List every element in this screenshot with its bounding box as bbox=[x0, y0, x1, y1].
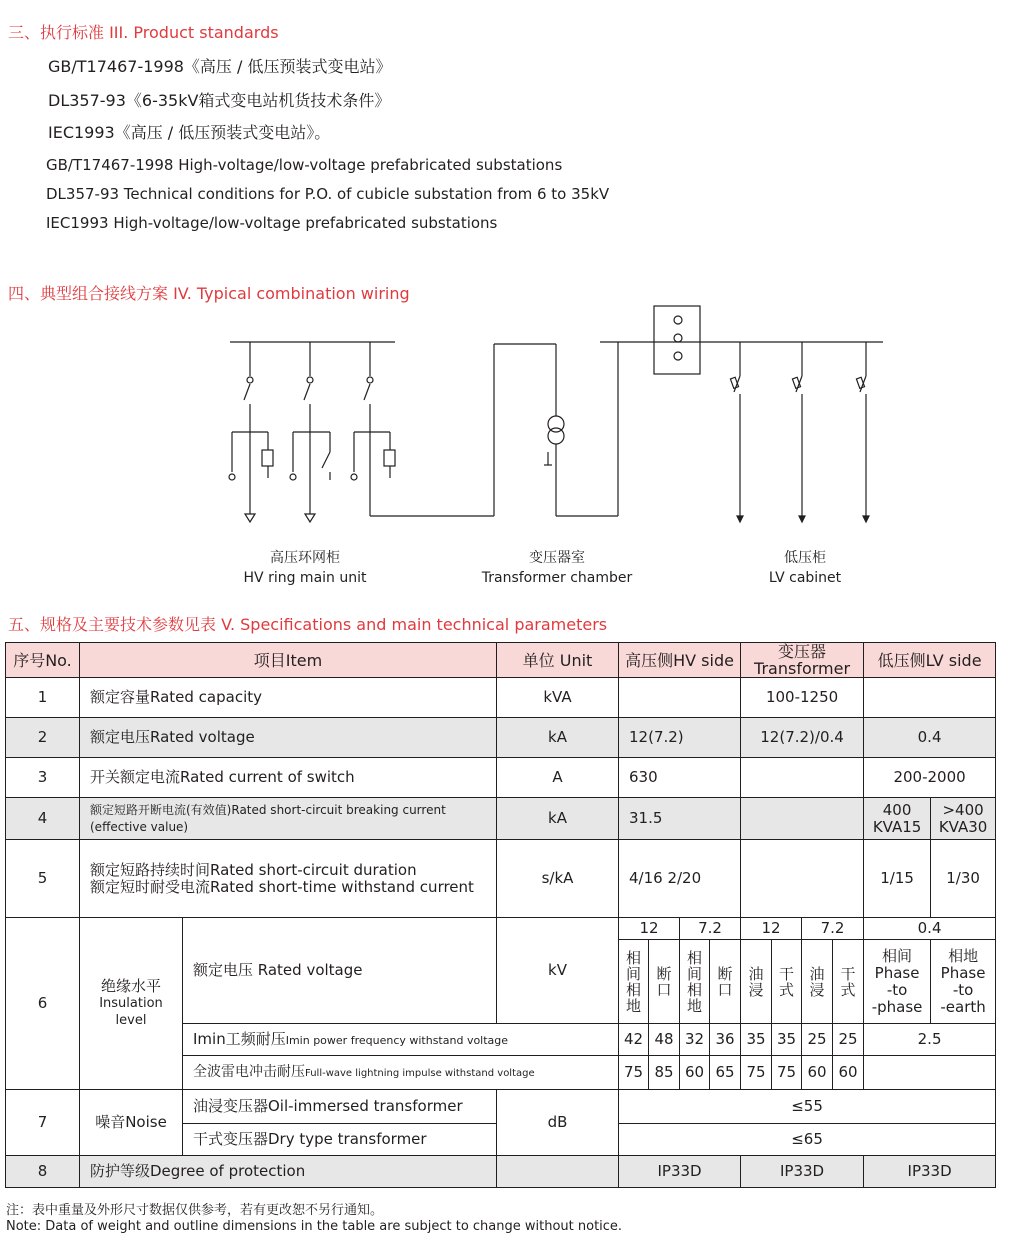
header-lv: 低压侧LV side bbox=[864, 643, 996, 678]
row6-pf-8: 25 bbox=[833, 1024, 864, 1056]
standard-cn-1: GB/T17467-1998《高压 / 低压预装式变电站》 bbox=[48, 57, 392, 76]
row2-transformer: 12(7.2)/0.4 bbox=[741, 718, 864, 758]
lv-head-3: -to bbox=[886, 980, 908, 999]
row8-item: 防护等级Degree of protection bbox=[80, 1156, 497, 1188]
row6-colhead-5 bbox=[741, 940, 772, 1024]
row5-unit: s/kA bbox=[497, 840, 619, 918]
row4-lv-a2: KVA15 bbox=[872, 817, 922, 836]
row4-item: 额定短路开断电流(有效值)Rated short-circuit breaking current (effective value) bbox=[80, 798, 497, 840]
row6-colhead-3 bbox=[680, 940, 710, 1024]
row6-colhead-7 bbox=[802, 940, 833, 1024]
row4-no: 4 bbox=[6, 798, 80, 840]
lv-head-8: -earth bbox=[940, 997, 986, 1016]
row6-lv-phase-phase bbox=[864, 940, 931, 1024]
table-row bbox=[6, 840, 996, 918]
row8-transformer: IP33D bbox=[741, 1156, 864, 1188]
transformer-chamber-label bbox=[472, 548, 642, 588]
row7-unit: dB bbox=[497, 1090, 619, 1156]
header-item: 项目Item bbox=[80, 643, 497, 678]
wiring-diagram bbox=[0, 300, 1012, 540]
note-en: Note: Data of weight and outline dimensions in the table are subject to change without notice. bbox=[6, 1219, 623, 1234]
row6-li-7: 60 bbox=[802, 1056, 833, 1090]
lv-head-2: Phase bbox=[874, 963, 920, 982]
row3-no: 3 bbox=[6, 758, 80, 798]
row7-oil-value: ≤55 bbox=[619, 1090, 996, 1124]
row6-colhead-8-text: 干式 bbox=[840, 964, 856, 999]
row6-lightning-cn: 全波雷电冲击耐压 bbox=[193, 1064, 305, 1080]
row4-unit: kA bbox=[497, 798, 619, 840]
row6-pf-1: 42 bbox=[619, 1024, 649, 1056]
row6-li-3: 60 bbox=[680, 1056, 710, 1090]
row6-pf-4: 36 bbox=[710, 1024, 741, 1056]
row2-item: 额定电压Rated voltage bbox=[80, 718, 497, 758]
row6-volt-hv-12: 12 bbox=[619, 918, 680, 940]
row2-unit: kA bbox=[497, 718, 619, 758]
row1-no: 1 bbox=[6, 678, 80, 718]
row5-lv-b: 1/30 bbox=[931, 840, 996, 918]
row5-no: 5 bbox=[6, 840, 80, 918]
row6-group-cn: 绝缘水平 bbox=[100, 977, 161, 995]
lv-head-6: Phase bbox=[940, 963, 986, 982]
row6-colhead-6-text: 干式 bbox=[779, 964, 795, 999]
row8-hv: IP33D bbox=[619, 1156, 741, 1188]
row6-pf-7: 25 bbox=[802, 1024, 833, 1056]
table-row bbox=[6, 678, 996, 718]
standard-en-2: DL357-93 Technical conditions for P.O. of cubicle substation from 6 to 35kV bbox=[46, 185, 610, 203]
row6-colhead-4-text: 断口 bbox=[717, 964, 733, 999]
row6-pf-3: 32 bbox=[680, 1024, 710, 1056]
standard-cn-2: DL357-93《6-35kV箱式变电站机货技术条件》 bbox=[48, 91, 391, 110]
row6-power-freq-cn: Imin工频耐压 bbox=[193, 1029, 286, 1048]
row6-colhead-6 bbox=[772, 940, 802, 1024]
row5-transformer bbox=[741, 840, 864, 918]
row5-item bbox=[80, 840, 497, 918]
row6-pf-lv: 2.5 bbox=[864, 1024, 996, 1056]
standard-en-1: GB/T17467-1998 High-voltage/low-voltage prefabricated substations bbox=[46, 156, 563, 174]
row3-item: 开关额定电流Rated current of switch bbox=[80, 758, 497, 798]
table-row bbox=[6, 758, 996, 798]
row6-colhead-4 bbox=[710, 940, 741, 1024]
row6-rated-voltage: 额定电压 Rated voltage bbox=[183, 918, 497, 1024]
row4-hv: 31.5 bbox=[619, 798, 741, 840]
section3-title: 三、执行标准 III. Product standards bbox=[8, 23, 279, 42]
row6-li-1: 75 bbox=[619, 1056, 649, 1090]
hv-label-en: HV ring main unit bbox=[243, 570, 367, 586]
row6-li-6: 75 bbox=[772, 1056, 802, 1090]
row2-lv: 0.4 bbox=[864, 718, 996, 758]
row4-lv-a bbox=[864, 798, 931, 840]
hv-ring-main-unit-label bbox=[225, 548, 385, 588]
row6-colhead-1 bbox=[619, 940, 649, 1024]
table-header-row bbox=[6, 643, 996, 678]
hv-feeder-3 bbox=[351, 342, 494, 516]
lv-head-4: -phase bbox=[871, 997, 923, 1016]
header-unit: 单位 Unit bbox=[497, 643, 619, 678]
tr-label-en: Transformer chamber bbox=[481, 570, 633, 586]
standard-cn-3: IEC1993《高压 / 低压预装式变电站》。 bbox=[48, 123, 331, 142]
row1-transformer: 100-1250 bbox=[741, 678, 864, 718]
row6-pf-2: 48 bbox=[649, 1024, 680, 1056]
row3-lv: 200-2000 bbox=[864, 758, 996, 798]
row6-lv-phase-earth bbox=[931, 940, 996, 1024]
row5-item-line1: 额定短路持续时间Rated short-circuit duration bbox=[90, 860, 417, 879]
spec-table bbox=[5, 642, 996, 1188]
header-transformer: 变压器Transformer bbox=[741, 643, 864, 678]
lv-cabinet-label bbox=[745, 548, 865, 588]
row6-li-8: 60 bbox=[833, 1056, 864, 1090]
row8-lv: IP33D bbox=[864, 1156, 996, 1188]
row6-group-en: Insulation level bbox=[99, 996, 163, 1028]
row1-unit: kVA bbox=[497, 678, 619, 718]
standard-en-3: IEC1993 High-voltage/low-voltage prefabricated substations bbox=[46, 214, 498, 232]
lv-head-5: 相地 bbox=[948, 946, 979, 965]
transformer-symbol bbox=[494, 342, 618, 516]
row6-colhead-7-text: 油浸 bbox=[809, 964, 825, 999]
table-row bbox=[6, 1090, 996, 1124]
row7-oil: 油浸变压器Oil-immersed transformer bbox=[183, 1090, 497, 1124]
tr-label-cn: 变压器室 bbox=[529, 550, 585, 566]
row6-colhead-8 bbox=[833, 940, 864, 1024]
row2-no: 2 bbox=[6, 718, 80, 758]
row6-volt-lv-0.4: 0.4 bbox=[864, 918, 996, 940]
row3-hv: 630 bbox=[619, 758, 741, 798]
row6-pf-6: 35 bbox=[772, 1024, 802, 1056]
row4-lv-b1: >400 bbox=[942, 800, 984, 819]
row6-lightning-en: Full-wave lightning impulse withstand voltage bbox=[305, 1068, 535, 1079]
row7-group: 噪音Noise bbox=[80, 1090, 183, 1156]
row6-li-2: 85 bbox=[649, 1056, 680, 1090]
header-no: 序号No. bbox=[6, 643, 80, 678]
row7-no: 7 bbox=[6, 1090, 80, 1156]
row1-item: 额定容量Rated capacity bbox=[80, 678, 497, 718]
lv-head-1: 相间 bbox=[882, 946, 913, 965]
row6-colhead-2 bbox=[649, 940, 680, 1024]
row6-group bbox=[80, 918, 183, 1090]
lv-feeder-1 bbox=[730, 342, 743, 522]
table-row bbox=[6, 918, 996, 940]
row6-colhead-2-text: 断口 bbox=[656, 964, 672, 999]
row6-colhead-1-text: 相间相地 bbox=[626, 948, 642, 1015]
header-hv: 高压侧HV side bbox=[619, 643, 741, 678]
row6-volt-tr-7.2: 7.2 bbox=[802, 918, 864, 940]
row6-volt-hv-7.2: 7.2 bbox=[680, 918, 741, 940]
row6-li-5: 75 bbox=[741, 1056, 772, 1090]
row3-unit: A bbox=[497, 758, 619, 798]
lv-label-en: LV cabinet bbox=[768, 570, 842, 586]
row4-lv-b bbox=[931, 798, 996, 840]
hv-label-cn: 高压环网柜 bbox=[270, 550, 340, 566]
section4-title: 四、典型组合接线方案 IV. Typical combination wiring bbox=[8, 284, 410, 303]
row6-volt-tr-12: 12 bbox=[741, 918, 802, 940]
row6-colhead-5-text: 油浸 bbox=[748, 964, 764, 999]
row6-pf-5: 35 bbox=[741, 1024, 772, 1056]
section5-title: 五、规格及主要技术参数见表 V. Specifications and main technical parameters bbox=[8, 615, 608, 634]
row6-li-4: 65 bbox=[710, 1056, 741, 1090]
row6-unit: kV bbox=[497, 918, 619, 1024]
row5-item-line2: 额定短时耐受电流Rated short-time withstand current bbox=[90, 877, 474, 896]
row7-dry-value: ≤65 bbox=[619, 1124, 996, 1156]
lv-feeder-2 bbox=[792, 342, 805, 522]
row6-lightning bbox=[183, 1056, 619, 1090]
table-row bbox=[6, 1156, 996, 1188]
row6-power-freq-en: Imin power frequency withstand voltage bbox=[285, 1033, 509, 1047]
lv-label-cn: 低压柜 bbox=[784, 550, 826, 566]
row4-lv-a1: 400 bbox=[882, 800, 912, 819]
row8-unit bbox=[497, 1156, 619, 1188]
row8-no: 8 bbox=[6, 1156, 80, 1188]
row3-transformer bbox=[741, 758, 864, 798]
row1-hv bbox=[619, 678, 741, 718]
row7-dry: 干式变压器Dry type transformer bbox=[183, 1124, 497, 1156]
hv-feeder-1 bbox=[229, 342, 273, 522]
row1-lv bbox=[864, 678, 996, 718]
row6-li-lv bbox=[864, 1056, 996, 1090]
row5-lv-a: 1/15 bbox=[864, 840, 931, 918]
row6-power-freq bbox=[183, 1024, 619, 1056]
row4-lv-b2: KVA30 bbox=[938, 817, 988, 836]
table-row bbox=[6, 718, 996, 758]
row6-colhead-3-text: 相间相地 bbox=[687, 948, 703, 1015]
table-row bbox=[6, 798, 996, 840]
row6-no: 6 bbox=[6, 918, 80, 1090]
row5-hv: 4/16 2/20 bbox=[619, 840, 741, 918]
lv-head-7: -to bbox=[952, 980, 974, 999]
row4-transformer bbox=[741, 798, 864, 840]
note-cn: 注：表中重量及外形尺寸数据仅供参考，若有更改恕不另行通知。 bbox=[6, 1203, 384, 1218]
lv-feeder-3 bbox=[856, 342, 869, 522]
hv-feeder-2 bbox=[290, 342, 330, 522]
row2-hv: 12(7.2) bbox=[619, 718, 741, 758]
